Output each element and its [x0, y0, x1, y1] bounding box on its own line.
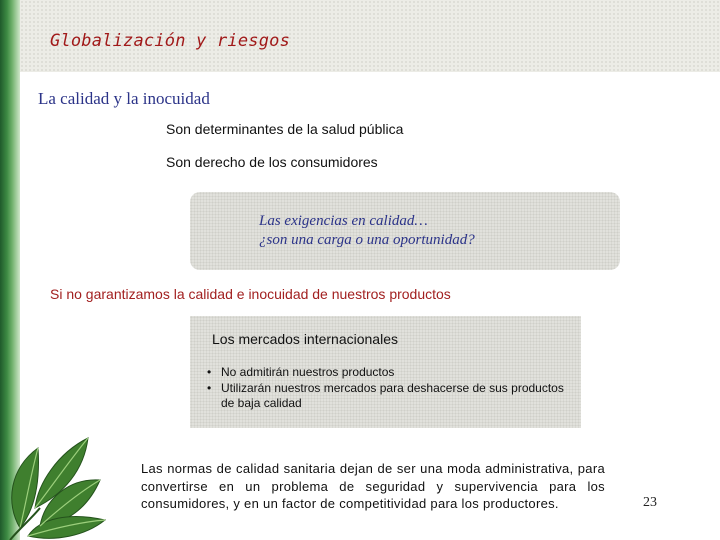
slide-subtitle: La calidad y la inocuidad: [38, 89, 210, 108]
closing-paragraph: Las normas de calidad sanitaria dejan de ser una moda administrativa, para convertirse en un problema de seguridad y supervivencia para los consumidores, y en un factor de competitividad para los productores.: [141, 461, 605, 511]
markets-list: [207, 365, 567, 412]
quote-line-1: Las exigencias en calidad…: [259, 213, 428, 229]
quote-box: [190, 192, 620, 270]
point-consumer-right: Son derecho de los consumidores: [166, 154, 378, 170]
page-number: 23: [643, 495, 657, 510]
list-item: • No admitirán nuestros productos: [207, 365, 567, 381]
markets-heading: Los mercados internacionales: [212, 331, 398, 347]
markets-box: [190, 316, 581, 428]
warning-text: Si no garantizamos la calidad e inocuidad de nuestros productos: [50, 286, 451, 302]
point-public-health: Son determinantes de la salud pública: [166, 121, 404, 137]
leaves-icon: [0, 408, 130, 540]
quote-line-2: ¿son una carga o una oportunidad?: [259, 232, 475, 248]
list-item: • Utilizarán nuestros mercados para deshacerse de sus productos de baja calidad: [207, 381, 567, 412]
slide-title: Globalización y riesgos: [50, 31, 291, 51]
